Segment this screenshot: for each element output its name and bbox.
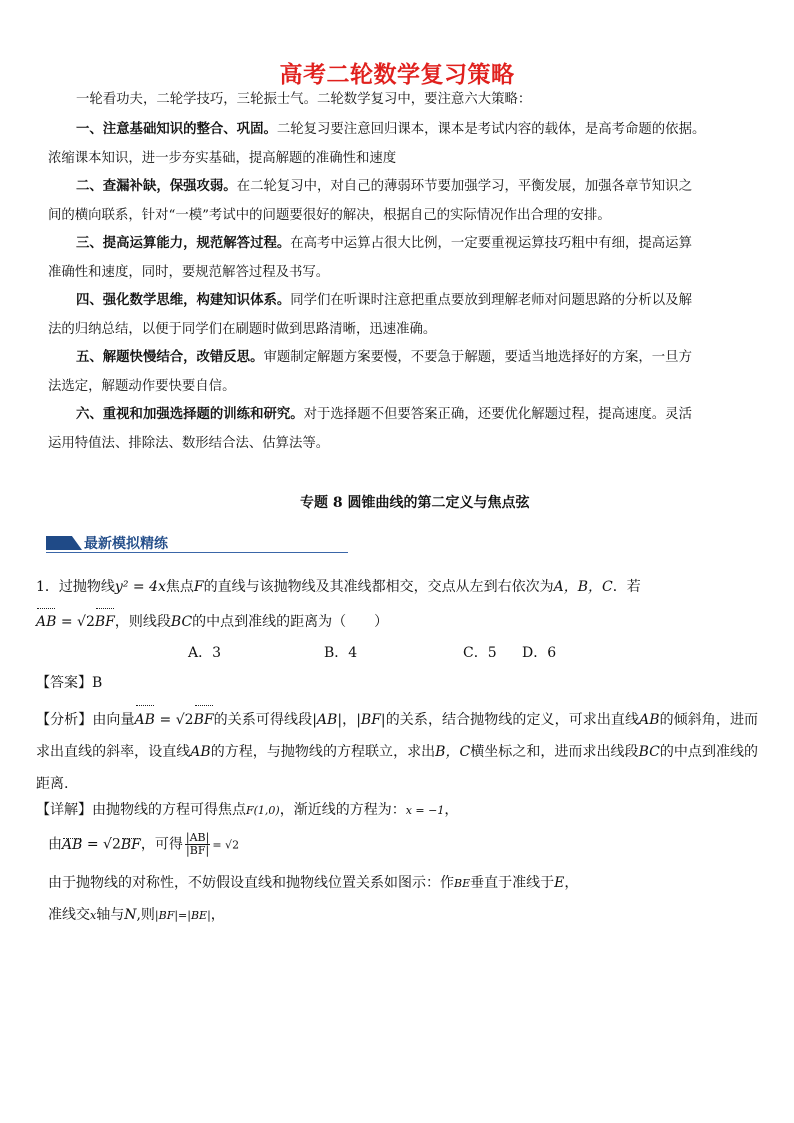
strategy-text-cont: 准确性和速度，同时，要规范解答过程及书写。	[48, 264, 330, 280]
detail-text: ，渐近线的方程为：	[279, 802, 406, 818]
detail-text: ，	[210, 907, 225, 923]
detail-text: ，	[444, 802, 459, 818]
vector-bf: BF	[120, 836, 141, 853]
detail-line-2	[48, 832, 239, 857]
option-b: B．4	[324, 645, 358, 661]
equation-sign: = √2	[82, 836, 121, 853]
detail-text: ，	[564, 875, 579, 891]
strategy-text: 审题制定解题方案要慢，不要急于解题，要适当地选择好的方案，一旦方	[263, 350, 692, 365]
banner-underline	[46, 552, 348, 553]
answer-line: 【答案】B	[36, 675, 103, 691]
point-e: E	[554, 875, 565, 891]
strategy-1	[48, 115, 750, 173]
strategy-text-cont: 法选定，解题动作要快要自信。	[48, 378, 236, 394]
strategy-text: 对于选择题不但要答案正确，还要优化解题过程，提高速度。灵活	[303, 407, 692, 422]
detail-text: 轴与	[96, 907, 125, 923]
points-bc: B，C	[435, 744, 471, 760]
option-a: A．3	[188, 645, 222, 661]
analysis-text: 的关系，结合抛物线的定义，可求出直线	[385, 712, 640, 728]
detail-text: 由	[48, 836, 62, 853]
abs-bf: |BF|	[356, 712, 386, 728]
strategy-4	[48, 286, 750, 344]
analysis-text: 横坐标之和，进而求出线段	[470, 744, 639, 760]
strategy-6	[48, 400, 750, 458]
option-d: D．6	[522, 645, 557, 661]
strategy-heading: 四、强化数学思维，构建知识体系。	[76, 292, 291, 308]
strategy-text: 在二轮复习中，对自己的薄弱环节要加强学习，平衡发展，加强各章节知识之	[236, 179, 692, 194]
analysis-text: 的关系可得线段	[213, 712, 313, 728]
strategy-3	[48, 229, 750, 287]
strategy-heading: 二、查漏补缺，保强攻弱。	[76, 178, 237, 194]
option-c: C．5	[463, 645, 497, 661]
fraction-denominator: |BF|	[186, 844, 210, 857]
question-text: 的中点到准线的距离为（ ）	[192, 614, 389, 630]
fraction-numerator: |AB|	[185, 831, 210, 844]
points-label: A，B，C	[553, 579, 613, 595]
strategy-text: 同学们在听课时注意把重点要放到理解老师对问题思路的分析以及解	[290, 293, 692, 308]
analysis-text: 的倾斜角，进而求出直线的斜率，设直线	[36, 712, 759, 760]
line-ab: AB	[190, 744, 211, 760]
section-banner	[46, 532, 348, 554]
analysis-paragraph	[36, 704, 758, 800]
strategy-text-cont: 运用特值法、排除法、数形结合法、估算法等。	[48, 435, 330, 451]
fraction-rhs: = √2	[212, 838, 240, 852]
segment-bc: BC	[638, 744, 660, 760]
strategy-5	[48, 343, 750, 401]
question-text: ，则线段	[114, 614, 171, 630]
vector-ab: AB	[36, 607, 56, 637]
intro-paragraph: 一轮看功夫，二轮学技巧，三轮振士气。二轮数学复习中，要注意六大策略：	[76, 92, 532, 107]
question-line-1	[36, 572, 754, 602]
strategy-text-cont: 间的横向联系，针对“一模”考试中的问题要很好的解决，根据自己的实际情况作出合理的安排。	[48, 207, 611, 223]
focus-coordinates: F(1,0)	[246, 804, 280, 817]
analysis-text: 的中点到准线的距离.	[36, 744, 759, 792]
page-title: 高考二轮数学复习策略	[279, 62, 515, 88]
strategy-text-cont: 法的归纳总结，以便于同学们在刷题时做到思路清晰，迅速准确。	[48, 321, 437, 337]
detail-line-3	[48, 872, 578, 892]
strategy-2	[48, 172, 750, 230]
abs-ab: |AB|	[312, 712, 343, 728]
analysis-text: ，	[342, 712, 357, 728]
strategy-text: 二轮复习要注意回归课本，课本是考试内容的载体，是高考命题的依据。	[276, 122, 706, 137]
vector-bf: BF	[194, 704, 214, 736]
detail-line-4	[48, 904, 225, 924]
detail-text: 由于抛物线的对称性，不妨假设直线和抛物线位置关系如图示：作	[48, 875, 454, 891]
segment-label: BC	[170, 614, 193, 630]
abs-equation: |BF|=|BE|	[154, 909, 211, 922]
detail-text: 垂直于准线于	[470, 875, 555, 891]
question-text: 的直线与该抛物线及其准线都相交，交点从左到右依次为	[203, 579, 554, 595]
parabola-equation: y² = 4x	[114, 579, 166, 595]
line-ab: AB	[639, 712, 660, 728]
detail-text: ，可得	[140, 836, 183, 853]
strategy-heading: 六、重视和加强选择题的训练和研究。	[76, 406, 304, 422]
detail-line-1	[36, 799, 758, 819]
detail-text: ,则	[136, 907, 155, 923]
analysis-text: 的方程，与抛物线的方程联立，求出	[210, 744, 436, 760]
strategy-heading: 一、注意基础知识的整合、巩固。	[76, 121, 277, 137]
detail-text: 准线交	[48, 907, 90, 923]
analysis-text: 由向量	[92, 712, 135, 728]
equation-sign: = √2	[56, 614, 95, 630]
analysis-label: 【分析】	[36, 712, 93, 728]
vector-ab: AB	[135, 704, 155, 736]
topic-heading: 专题 8 圆锥曲线的第二定义与焦点弦	[300, 495, 530, 511]
question-number: 1．	[36, 579, 59, 595]
detail-label: 【详解】	[36, 802, 92, 818]
strategy-heading: 五、解题快慢结合，改错反思。	[76, 349, 264, 365]
question-text: ．若	[612, 579, 641, 595]
strategy-text: 在高考中运算占很大比例，一定要重视运算技巧粗中有细，提高运算	[290, 236, 692, 251]
x-axis-label: x	[90, 909, 97, 922]
focus-label: F	[193, 579, 204, 595]
point-n: N	[124, 907, 137, 923]
detail-text: 由抛物线的方程可得焦点	[92, 802, 246, 818]
segment-be: BE	[454, 877, 471, 890]
strategy-text-cont: 浓缩课本知识，进一步夯实基础，提高解题的准确性和速度	[48, 150, 397, 166]
strategy-heading: 三、提高运算能力，规范解答过程。	[76, 235, 291, 251]
banner-label: 最新模拟精练	[84, 536, 168, 552]
ratio-fraction	[185, 832, 210, 857]
equation-sign: = √2	[154, 712, 194, 728]
question-text: 过抛物线	[58, 579, 115, 595]
vector-bf: BF	[95, 607, 115, 637]
directrix-equation: x = −1	[405, 804, 445, 817]
banner-ribbon-icon	[46, 536, 82, 550]
question-line-2	[36, 607, 754, 637]
question-text: 焦点	[165, 579, 194, 595]
vector-ab: AB	[62, 836, 83, 853]
